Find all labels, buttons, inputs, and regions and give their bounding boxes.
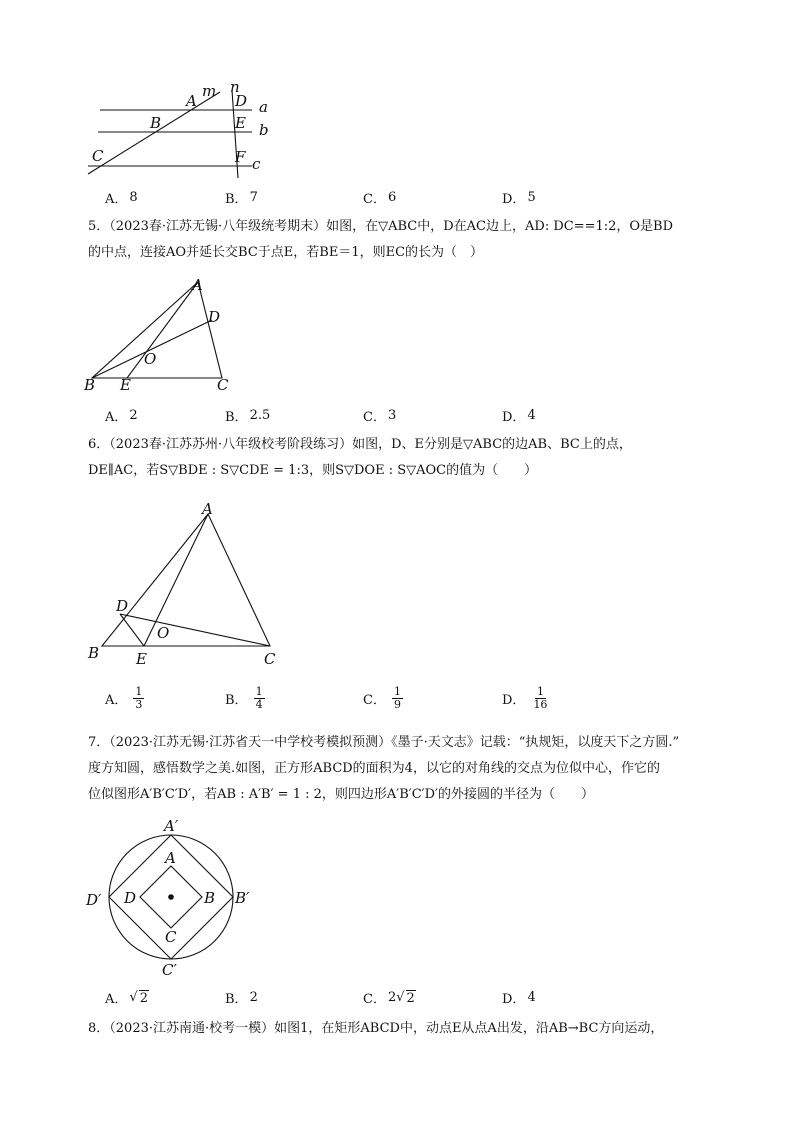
q4-choice-a[interactable]: A． 8 <box>105 190 138 207</box>
q6-choice-a[interactable]: A． $\frac{1}{3}$ <box>105 685 143 711</box>
label-D: D <box>116 597 129 615</box>
label-B-prime: B′ <box>235 889 250 907</box>
label-n: n <box>230 78 240 96</box>
q7-choice-b[interactable]: B． 2 <box>225 990 258 1007</box>
segment-dc <box>120 614 270 646</box>
q5-line-1: 5．（2023春·江苏无锡·八年级统考期末）如图，在▽ABC中，D在AC边上，AD: DC==1:2，O是BD <box>88 219 674 234</box>
label-E: E <box>120 376 131 394</box>
q6-choice-b[interactable]: B． $\frac{1}{4}$ <box>225 685 263 711</box>
label-C: C <box>264 650 276 668</box>
q4-figure <box>80 78 280 182</box>
label-D: D <box>124 889 137 907</box>
q7-choice-a[interactable]: A． √ 2 <box>105 989 148 1007</box>
label-b: b <box>259 121 269 139</box>
label-A-prime: A′ <box>164 817 179 835</box>
q7-choice-c[interactable]: C． 2 √ 2 <box>363 989 415 1007</box>
q5-choice-c[interactable]: C． 3 <box>363 408 397 425</box>
q7-line-2: 度方知圆，感悟数学之美.如图，正方形ABCD的面积为4，以它的对角线的交点为位似中心，作它的 <box>88 761 660 776</box>
label-A: A <box>165 849 176 867</box>
label-C: C <box>217 376 229 394</box>
segment-ae <box>127 282 198 378</box>
q4-choice-c[interactable]: C． 6 <box>363 190 397 207</box>
triangle-abc <box>102 514 270 646</box>
center-dot <box>168 894 174 900</box>
line-m <box>88 92 220 174</box>
q5-choice-d[interactable]: D． 4 <box>502 408 536 425</box>
label-D: D <box>208 308 221 326</box>
q4-choice-d[interactable]: D． 5 <box>502 190 536 207</box>
label-m: m <box>202 82 217 100</box>
q6-choices <box>105 686 725 716</box>
q5-choice-b[interactable]: B． 2.5 <box>225 408 271 425</box>
q8-text <box>88 1016 718 1042</box>
q7-figure <box>84 812 264 982</box>
label-B: B <box>150 114 162 132</box>
q6-choice-c[interactable]: C． $\frac{1}{9}$ <box>363 685 401 711</box>
q5-figure <box>80 272 240 392</box>
q7-choice-d[interactable]: D． 4 <box>502 990 536 1007</box>
label-D-prime: D′ <box>86 891 102 909</box>
label-C: C <box>165 928 177 946</box>
label-C: C <box>92 147 104 165</box>
q7-line-1: 7．（2023·江苏无锡·江苏省天一中学校考模拟预测）《墨子·天文志》记载：“执规矩，以度天下之方圆.” <box>88 735 680 750</box>
label-B: B <box>84 376 96 394</box>
label-A: A <box>192 276 203 294</box>
q4-choice-b[interactable]: B． 7 <box>225 190 258 207</box>
q7-text <box>88 730 718 808</box>
label-O: O <box>144 350 157 368</box>
q6-figure <box>84 498 294 673</box>
label-a: a <box>259 98 268 116</box>
q6-line-1: 6．（2023春·江苏苏州·八年级校考阶段练习）如图，D、E分别是▽ABC的边AB、BC上的点， <box>88 437 632 452</box>
q6-text <box>88 432 718 484</box>
label-O: O <box>157 624 170 642</box>
label-c: c <box>252 155 261 173</box>
label-B: B <box>88 644 100 662</box>
label-A: A <box>186 92 197 110</box>
q7-line-3: 位似图形A′B′C′D′，若AB : A′B′ = 1 : 2，则四边形A′B′C′D′的外接圆的半径为（ ） <box>88 787 595 802</box>
label-C-prime: C′ <box>162 961 177 979</box>
q5-text <box>88 214 718 266</box>
q5-line-2: 的中点，连接AO并延长交BC于点E，若BE＝1，则EC的长为（ ） <box>88 245 484 260</box>
q6-choice-d[interactable]: D． $\frac{1}{16}$ <box>502 685 548 711</box>
label-B: B <box>204 889 216 907</box>
label-F: F <box>235 148 246 166</box>
q6-line-2: DE∥AC，若S▽BDE : S▽CDE = 1:3，则S▽DOE : S▽AOC的值为（ ） <box>88 463 538 478</box>
q5-choice-a[interactable]: A． 2 <box>105 408 138 425</box>
triangle-abc <box>92 282 222 378</box>
label-E: E <box>136 650 147 668</box>
label-D: D <box>235 92 248 110</box>
segment-bd <box>92 320 212 378</box>
q8-line-1: 8．（2023·江苏南通·校考一模）如图1，在矩形ABCD中，动点E从点A出发，沿AB→BC方向运动， <box>88 1021 664 1036</box>
label-A: A <box>202 500 213 518</box>
q7-choices <box>105 988 725 1018</box>
label-E: E <box>235 114 246 132</box>
